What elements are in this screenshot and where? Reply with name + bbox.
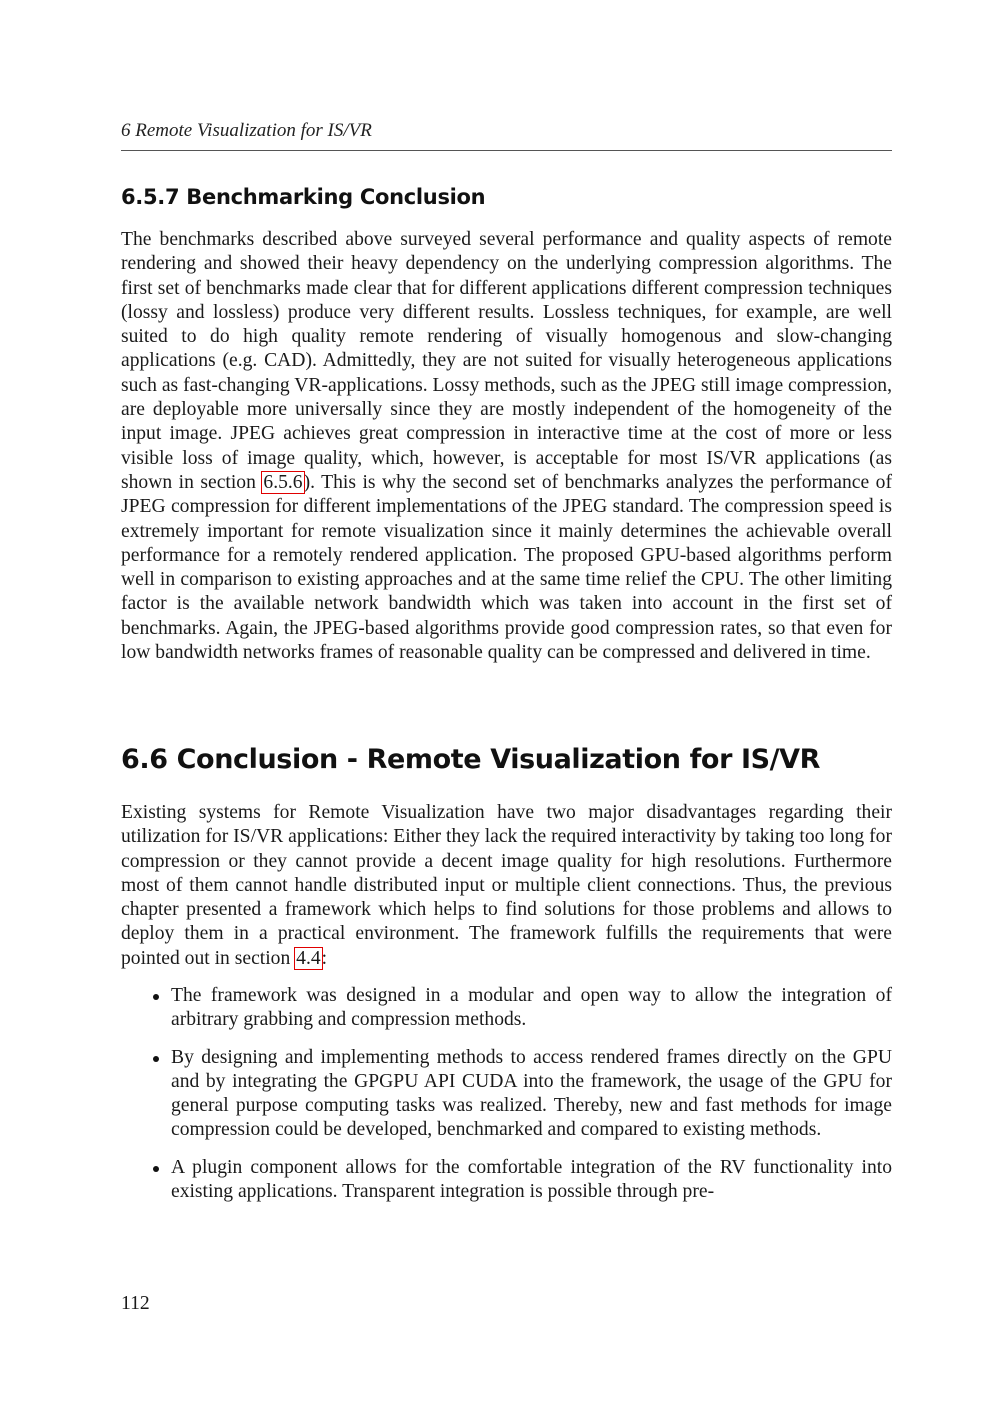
list-item — [121, 1046, 892, 1143]
page-number: 112 — [121, 1293, 150, 1314]
section-ref-link[interactable]: 6.5.6 — [263, 471, 303, 493]
section-title: 6.6 Conclusion - Remote Visualization for IS/VR — [121, 744, 821, 775]
list-item-text: The framework was designed in a modular and open way to allow the integration of arbitrary grabbing and compression methods. — [171, 985, 892, 1031]
paragraph-text: : — [321, 947, 328, 969]
paragraph-text: Existing systems for Remote Visualization have two major disadvantages regarding their utilization for IS/VR applications: Either they lack the required interactivity by taking too long for compression or they cannot provide a decent image quality for high resolutions. Furthermore most of them cannot handle distributed input or multiple client connections. Thus, the previous chapter presented a framework which helps to find solutions for those problems and allows to deploy them in a practical environment. The framework fulfills the requirements that were pointed out in section — [121, 802, 892, 969]
bullet-icon — [153, 1166, 159, 1172]
header-rule — [121, 150, 892, 151]
list-item — [121, 1156, 892, 1205]
section-ref-link[interactable]: 4.4 — [296, 947, 321, 969]
subsection-paragraph — [121, 228, 892, 665]
section-paragraph — [121, 801, 892, 971]
bullet-icon — [153, 994, 159, 1000]
paragraph-text: ). This is why the second set of benchmarks analyzes the performance of JPEG compression for different implementations of the JPEG standard. The compression speed is extremely important for remote visualization since it mainly determines the achievable overall performance for a remotely rendered application. The proposed GPU-based algorithms perform well in comparison to existing approaches and at the same time relief the CPU. The other limiting factor is the available network bandwidth which was taken into account in the first set of benchmarks. Again, the JPEG-based algorithms provide good compression rates, so that even for low bandwidth networks frames of reasonable quality can be compressed and delivered in time. — [121, 471, 892, 664]
list-item-text: A plugin component allows for the comfortable integration of the RV functionality into existing applications. Transparent integration is possible through pre- — [171, 1156, 892, 1203]
requirements-list — [121, 984, 892, 1217]
list-item — [121, 984, 892, 1033]
running-head: 6 Remote Visualization for IS/VR — [121, 120, 372, 141]
paragraph-text: The benchmarks described above surveyed several performance and quality aspects of remote rendering and showed their heavy dependency on the underlying compression algorithms. The first set of benchmarks made clear that for different applications different compression techniques (lossy and lossless) produce very different results. Lossless techniques, for example, are well suited to do high quality remote rendering of visually homogenous and slow-changing applications (e.g. CAD). Admittedly, they are not suited for visually heterogeneous applications such as fast-changing VR-applications. Lossy methods, such as the JPEG still image compression, are deployable more universally since they are mostly independent of the homogeneity of the input image. JPEG achieves great compression in interactive time at the cost of more or less visible loss of image quality, which, however, is acceptable for most IS/VR applications (as shown in section — [121, 229, 892, 493]
list-item-text: By designing and implementing methods to access rendered frames directly on the GPU and by integrating the GPGPU API CUDA into the framework, the usage of the GPU for general purpose computing tasks was realized. Thereby, new and fast methods for image compression could be developed, benchmarked and compared to existing methods. — [171, 1046, 892, 1141]
subsection-title: 6.5.7 Benchmarking Conclusion — [121, 185, 486, 209]
bullet-icon — [153, 1056, 159, 1062]
